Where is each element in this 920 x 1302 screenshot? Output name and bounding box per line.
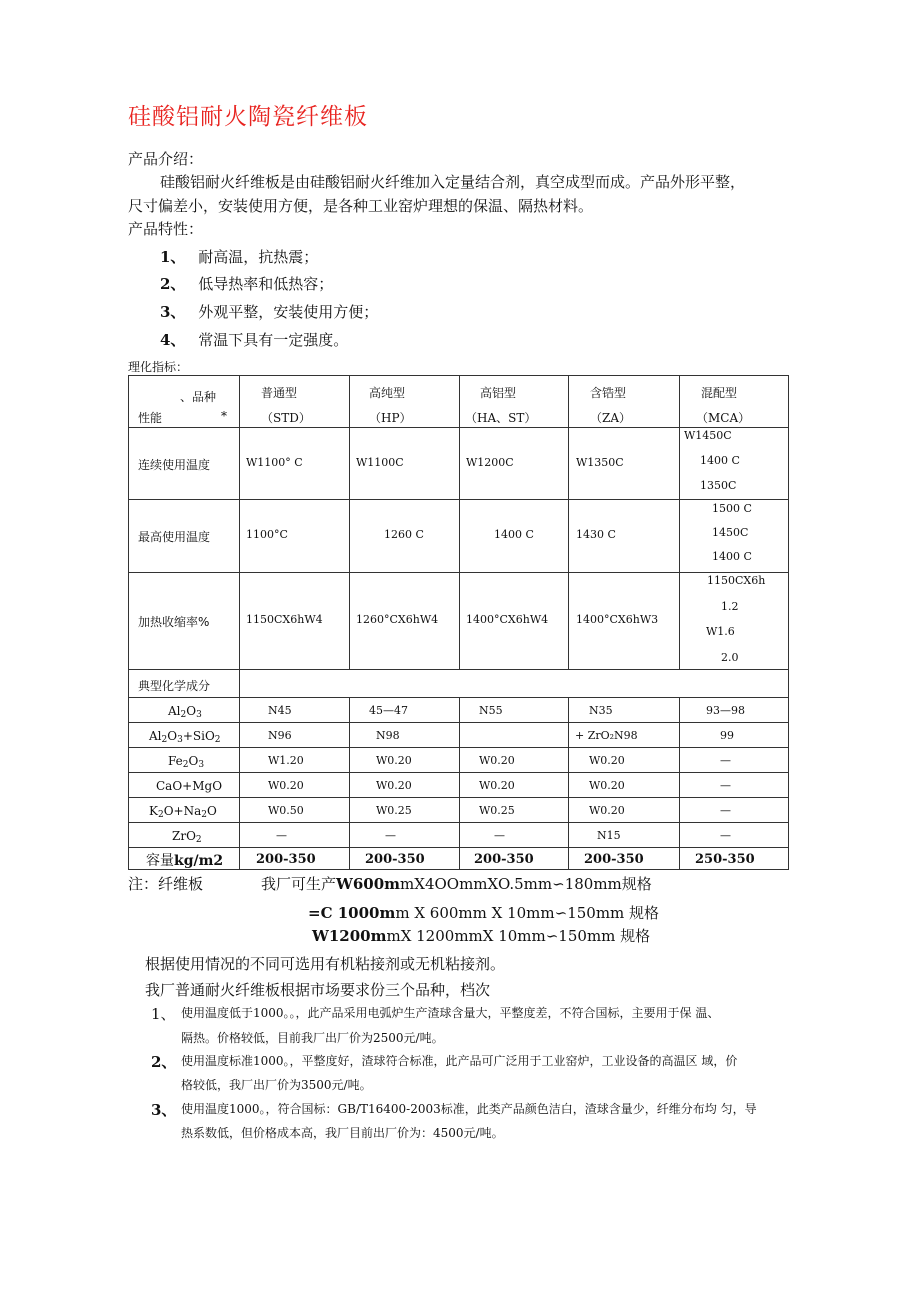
corner-top-label: 、品种 bbox=[180, 390, 217, 404]
table-cell: W0.20 bbox=[479, 779, 515, 792]
table-cell: — bbox=[276, 829, 287, 842]
grade-line: 使用温度低于1000。。，此产品采用电弧炉生产渣球含量大，平整度差，不符合国标，主要用于保 温、 bbox=[181, 1006, 720, 1020]
column-header-code: （ZA） bbox=[590, 411, 632, 425]
row-label-continuous-temp: 连续使用温度 bbox=[138, 458, 211, 472]
column-header-code: （MCA） bbox=[696, 411, 751, 425]
page-title: 硅酸铝耐火陶瓷纤维板 bbox=[128, 104, 368, 130]
chem-label-k2o-na2o: $K_2O+Na_2O$ bbox=[149, 804, 217, 820]
table-cell: 200-350 bbox=[474, 852, 534, 867]
grade-line: 热系数低，但价格成本高，我厂目前出厂价为：4500元/吨。 bbox=[181, 1126, 504, 1140]
row-label-max-temp: 最高使用温度 bbox=[138, 530, 211, 544]
corner-mark: * bbox=[221, 409, 227, 423]
table-cell: 1260 C bbox=[384, 528, 424, 541]
table-cell: 1260°CX6hW4 bbox=[356, 613, 439, 626]
chem-label-al2o3: $Al_2O_3$ bbox=[168, 704, 202, 720]
chem-label-cao-mgo: CaO+MgO bbox=[156, 779, 223, 793]
table-cell: — bbox=[720, 779, 731, 792]
feature-item bbox=[160, 301, 378, 322]
density-label: 容量kg/m2 bbox=[146, 853, 224, 869]
table-cell: W0.50 bbox=[268, 804, 304, 817]
table-cell: 200-350 bbox=[365, 852, 425, 867]
table-cell: W0.20 bbox=[376, 779, 412, 792]
paragraph-binder: 根据使用情况的不同可选用有机粘接剂或无机粘接剂。 bbox=[145, 955, 506, 973]
column-header-name: 含锆型 bbox=[590, 386, 627, 400]
table-cell: 1150CX6hW4 bbox=[246, 613, 323, 626]
table-cell: W0.20 bbox=[268, 779, 304, 792]
grade-num: 1、 bbox=[151, 1005, 176, 1023]
table-cell: 1400°CX6hW3 bbox=[576, 613, 659, 626]
table-cell: W1100C bbox=[356, 456, 404, 469]
features-heading: 产品特性： bbox=[128, 220, 204, 238]
table-cell: 99 bbox=[720, 729, 734, 742]
table-cell: W1100° C bbox=[246, 456, 303, 469]
table-cell: 250-350 bbox=[695, 852, 755, 867]
table-cell: — bbox=[720, 829, 731, 842]
note-line-1: 我厂可生产W600mmX4OOmmXO.5mm∽180mm规格 bbox=[261, 875, 652, 893]
table-cell: W0.20 bbox=[589, 804, 625, 817]
table-cell: 1150CX6h bbox=[707, 574, 766, 587]
grade-num: 3、 bbox=[151, 1101, 177, 1119]
table-cell: W0.20 bbox=[589, 754, 625, 767]
table-cell: 1350C bbox=[700, 479, 737, 492]
feature-text: 耐高温，抗热震； bbox=[198, 248, 319, 266]
table-cell: W1200C bbox=[466, 456, 514, 469]
table-cell: — bbox=[720, 754, 731, 767]
feature-num: 3、 bbox=[160, 303, 186, 321]
row-label-shrink: 加热收缩率% bbox=[138, 615, 210, 629]
grade-line: 隔热。价格较低，目前我厂出厂价为2500元/吨。 bbox=[181, 1031, 444, 1045]
table-cell: W0.20 bbox=[376, 754, 412, 767]
table-cell: 1.2 bbox=[721, 600, 739, 613]
table-cell: N35 bbox=[589, 704, 613, 717]
table-cell: W0.25 bbox=[479, 804, 515, 817]
table-cell: N55 bbox=[479, 704, 503, 717]
table-cell: 200-350 bbox=[584, 852, 644, 867]
column-header-name: 混配型 bbox=[701, 386, 738, 400]
table-cell: 45—47 bbox=[369, 704, 408, 717]
chem-label-fe2o3: $Fe_2O_3$ bbox=[168, 754, 205, 770]
table-cell: W1450C bbox=[684, 429, 732, 442]
table-cell: N96 bbox=[268, 729, 292, 742]
note-line-3: W1200mmX 1200mmX 10mm∽150mm 规格 bbox=[312, 927, 651, 945]
grade-line: 格较低，我厂出厂价为3500元/吨。 bbox=[181, 1078, 372, 1092]
intro-line-2: 尺寸偏差小，安装使用方便，是各种工业窑炉理想的保温、隔热材料。 bbox=[128, 197, 594, 215]
grade-line: 使用温度1000。，符合国标：GB/T16400-2003标准，此类产品颜色洁白，渣球含量少，纤维分布均 匀，导 bbox=[181, 1102, 757, 1116]
table-cell: N45 bbox=[268, 704, 292, 717]
chem-heading: 典型化学成分 bbox=[138, 679, 211, 693]
table-cell: 1100°C bbox=[246, 528, 288, 541]
table-cell: + ZrO₂N98 bbox=[575, 729, 638, 742]
note-prefix: 注：纤维板 bbox=[128, 875, 204, 893]
feature-num: 1、 bbox=[160, 248, 186, 266]
table-cell: W0.25 bbox=[376, 804, 412, 817]
table-cell: 1500 C bbox=[712, 502, 752, 515]
table-cell: 1400°CX6hW4 bbox=[466, 613, 549, 626]
table-cell: 200-350 bbox=[256, 852, 316, 867]
paragraph-grades-intro: 我厂普通耐火纤维板根据市场要求份三个品种，档次 bbox=[145, 981, 491, 999]
column-header-code: （HP） bbox=[369, 411, 412, 425]
intro-line-1: 硅酸铝耐火纤维板是由硅酸铝耐火纤维加入定量结合剂，真空成型而成。产品外形平整， bbox=[160, 173, 746, 191]
table-cell: W1350C bbox=[576, 456, 624, 469]
feature-text: 常温下具有一定强度。 bbox=[198, 331, 349, 349]
feature-item bbox=[160, 246, 318, 267]
table-cell: 1400 C bbox=[712, 550, 752, 563]
feature-num: 4、 bbox=[160, 331, 186, 349]
table-cell: 93—98 bbox=[706, 704, 745, 717]
column-header-code: （HA、ST） bbox=[465, 411, 537, 425]
intro-heading: 产品介绍： bbox=[128, 150, 204, 168]
column-header-name: 高纯型 bbox=[369, 386, 406, 400]
table-caption: 理化指标： bbox=[128, 360, 189, 374]
table-cell: — bbox=[494, 829, 505, 842]
table-cell: — bbox=[385, 829, 396, 842]
chem-label-al2o3-sio2: $Al_2O_3+SiO_2$ bbox=[149, 729, 221, 745]
feature-text: 外观平整，安装使用方便； bbox=[198, 303, 379, 321]
table-cell: W0.20 bbox=[589, 779, 625, 792]
grade-num: 2、 bbox=[151, 1053, 177, 1071]
column-header-code: （STD） bbox=[261, 411, 311, 425]
spec-table bbox=[128, 375, 789, 870]
feature-text: 低导热率和低热容； bbox=[198, 275, 334, 293]
table-cell: — bbox=[720, 804, 731, 817]
note-line-2: =C 1000mm X 600mm X 10mm∽150mm 规格 bbox=[308, 904, 660, 922]
table-cell: W1.20 bbox=[268, 754, 304, 767]
feature-item bbox=[160, 329, 348, 350]
table-cell: 1400 C bbox=[494, 528, 534, 541]
table-cell: N15 bbox=[597, 829, 621, 842]
table-cell: 1430 C bbox=[576, 528, 616, 541]
table-cell: 1450C bbox=[712, 526, 749, 539]
feature-item bbox=[160, 273, 333, 294]
table-cell: 1400 C bbox=[700, 454, 740, 467]
column-header-name: 高铝型 bbox=[480, 386, 517, 400]
table-grid-lines bbox=[128, 375, 789, 870]
table-cell: W0.20 bbox=[479, 754, 515, 767]
corner-bottom-label: 性能 bbox=[138, 411, 163, 425]
table-cell: W1.6 bbox=[706, 625, 735, 638]
column-header-name: 普通型 bbox=[261, 386, 298, 400]
table-cell: N98 bbox=[376, 729, 400, 742]
grade-line: 使用温度标准1000。，平整度好，渣球符合标准，此产品可广泛用于工业窑炉，工业设备的高温区 域，价 bbox=[181, 1054, 738, 1068]
feature-num: 2、 bbox=[160, 275, 186, 293]
chem-label-zro2: ZrO$_2$ bbox=[172, 829, 202, 845]
table-cell: 2.0 bbox=[721, 651, 739, 664]
